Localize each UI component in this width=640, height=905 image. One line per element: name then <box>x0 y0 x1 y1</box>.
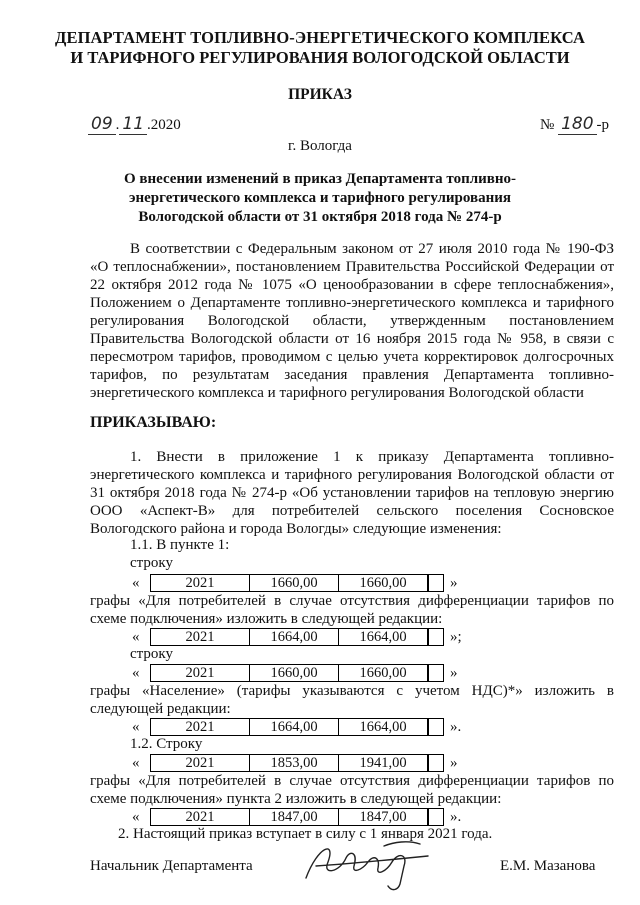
signatory-name: Е.М. Мазанова <box>500 858 596 874</box>
cell-year: 2021 <box>151 575 250 591</box>
table-row <box>132 664 458 682</box>
table-row <box>132 754 458 772</box>
cell-value-1: 1660,00 <box>250 665 339 681</box>
tariff-cells <box>150 808 444 826</box>
cell-empty <box>428 755 443 771</box>
cell-empty <box>428 629 443 645</box>
stroku-1: строку <box>130 555 173 571</box>
table-row <box>132 628 462 646</box>
header-line-2: И ТАРИФНОГО РЕГУЛИРОВАНИЯ ВОЛОГОДСКОЙ ОБЛАСТИ <box>70 48 570 67</box>
date-month: 11 <box>119 114 147 135</box>
cell-empty <box>428 809 443 825</box>
cell-value-2: 1664,00 <box>339 629 428 645</box>
tariff-cells <box>150 574 444 592</box>
number-prefix: № <box>540 117 555 133</box>
cell-value-2: 1664,00 <box>339 719 428 735</box>
subitem-1-1: 1.1. В пункте 1: <box>130 537 230 553</box>
quote-open: « <box>132 664 140 681</box>
table-row <box>132 718 461 736</box>
tariff-cells <box>150 754 444 772</box>
cell-value-1: 1660,00 <box>250 575 339 591</box>
cell-empty <box>428 665 443 681</box>
handwritten-signature <box>288 836 448 896</box>
stroku-2: строку <box>130 646 173 662</box>
table-row <box>132 574 458 592</box>
signatory-position: Начальник Департамента <box>90 858 253 874</box>
cell-value-1: 1664,00 <box>250 629 339 645</box>
cell-value-2: 1941,00 <box>339 755 428 771</box>
number-suffix: -р <box>596 117 610 133</box>
tariff-cells <box>150 718 444 736</box>
graf-1: графы «Для потребителей в случае отсутствия дифференциации тарифов по схеме подключения» изложить в следующей редакции: <box>90 593 614 627</box>
cell-value-2: 1660,00 <box>339 575 428 591</box>
cell-value-1: 1664,00 <box>250 719 339 735</box>
quote-open: « <box>132 628 140 645</box>
date-day: 09 <box>88 114 116 135</box>
number-hand: 180 <box>558 114 596 135</box>
quote-close: ». <box>450 718 462 735</box>
quote-close: » <box>450 664 458 681</box>
tariff-cells <box>150 628 444 646</box>
header-line-1: ДЕПАРТАМЕНТ ТОПЛИВНО-ЭНЕРГЕТИЧЕСКОГО КОМПЛЕКСА <box>55 28 585 47</box>
cell-value-1: 1847,00 <box>250 809 339 825</box>
cell-year: 2021 <box>151 629 250 645</box>
quote-close: ». <box>450 808 462 825</box>
item-1: 1. Внести в приложение 1 к приказу Департамента топливно-энергетического комплекса и тарифного регулирования Вологодской области от 31 октября 2018 года № 274-р «Об установлении тарифов на тепловую энергию ООО «Аспект-В» для потребителей сельского поселения Сосновское Вологодского района и города Вологды» следующие изменения: <box>90 449 614 537</box>
cell-year: 2021 <box>151 719 250 735</box>
order-subject: О внесении изменений в приказ Департамента топливно-энергетического комплекса и тарифного регулирования Вологодской области от 31 октября 2018 года № 274-р <box>123 171 517 225</box>
cell-year: 2021 <box>151 755 250 771</box>
cell-value-2: 1847,00 <box>339 809 428 825</box>
order-date: 09 . 11 .2020 <box>88 114 181 134</box>
graf-2: графы «Население» (тарифы указываются с учетом НДС)*» изложить в следующей редакции: <box>90 683 614 717</box>
order-number <box>540 114 609 134</box>
preamble: В соответствии с Федеральным законом от 27 июля 2010 года № 190-ФЗ «О теплоснабжении», постановлением Правительства Российской Федерации от 22 октября 2012 года № 1075 «О ценообразовании в сфере теплоснабжения», Положением о Департаменте топливно-энергетического комплекса и тарифного регулирования Вологодской области, утвержденным постановлением Правительства Вологодской области от 16 ноября 2015 года № 958, в связи с пересмотром тарифов, проводимом с целью учета корректировок долгосрочных тарифов, по результатам заседания правления Департамента топливно-энергетического комплекса и тарифного регулирования Вологодской области <box>90 241 614 401</box>
quote-open: « <box>132 754 140 771</box>
quote-close: »; <box>450 628 462 645</box>
quote-open: « <box>132 808 140 825</box>
tariff-cells <box>150 664 444 682</box>
table-row <box>132 808 461 826</box>
city: г. Вологда <box>288 138 352 154</box>
prikazyvayu-heading: ПРИКАЗЫВАЮ: <box>90 414 217 431</box>
cell-empty <box>428 719 443 735</box>
cell-year: 2021 <box>151 809 250 825</box>
cell-value-2: 1660,00 <box>339 665 428 681</box>
document-type: ПРИКАЗ <box>288 86 352 103</box>
subitem-1-2: 1.2. Строку <box>130 736 203 752</box>
cell-year: 2021 <box>151 665 250 681</box>
cell-empty <box>428 575 443 591</box>
quote-close: » <box>450 574 458 591</box>
cell-value-1: 1853,00 <box>250 755 339 771</box>
graf-3: графы «Для потребителей в случае отсутствия дифференциации тарифов по схеме подключения» пункта 2 изложить в следующей редакции: <box>90 773 614 807</box>
date-year: .2020 <box>147 117 181 133</box>
quote-close: » <box>450 754 458 771</box>
quote-open: « <box>132 574 140 591</box>
item-2: 2. Настоящий приказ вступает в силу с 1 января 2021 года. <box>118 826 493 842</box>
quote-open: « <box>132 718 140 735</box>
